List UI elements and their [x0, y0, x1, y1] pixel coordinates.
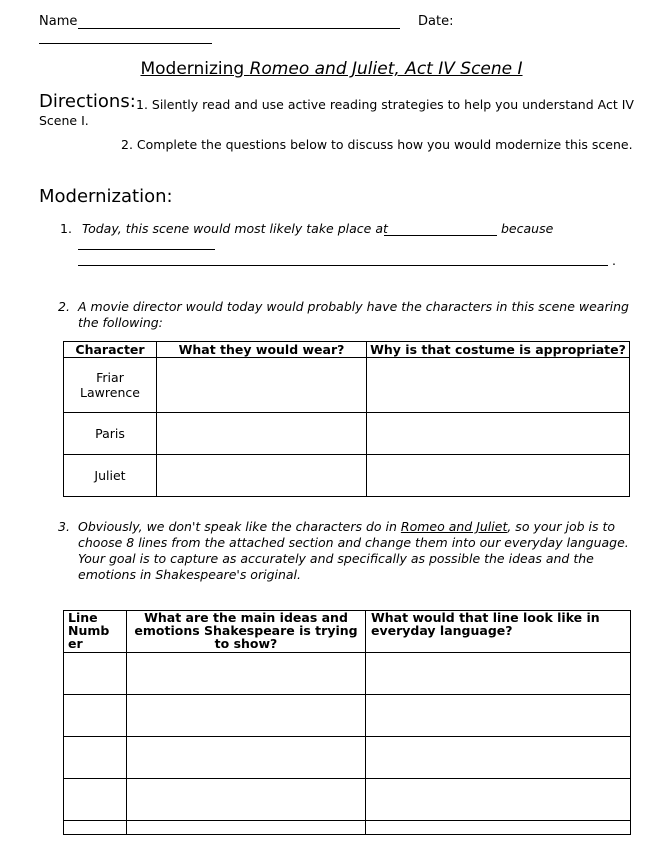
header-main-ideas — [127, 611, 366, 653]
q1-because: because — [501, 221, 554, 236]
wear-cell[interactable] — [157, 413, 367, 455]
header-line-number-2: Numb — [68, 623, 110, 638]
table-header-row — [64, 342, 630, 358]
main-ideas-cell[interactable] — [127, 737, 366, 779]
character-name: Friar — [96, 370, 124, 385]
character-cell: Paris — [64, 413, 157, 455]
q1-reason-field-2[interactable] — [78, 265, 608, 266]
wear-cell[interactable] — [157, 358, 367, 413]
q2-line-2: the following: — [78, 315, 163, 330]
wear-cell[interactable] — [157, 455, 367, 497]
everyday-cell[interactable] — [366, 737, 631, 779]
date-field[interactable] — [39, 43, 212, 44]
table-row — [64, 413, 630, 455]
direction-step-2: 2. Complete the questions below to discuss how you would modernize this scene. — [121, 137, 633, 152]
q3-line-1-b: , so your job is to — [507, 519, 616, 534]
q3-number: 3. — [58, 519, 70, 534]
modernization-heading: Modernization: — [39, 186, 173, 207]
header-character: Character — [64, 342, 157, 358]
title-italic: Romeo and Juliet, Act IV Scene I — [249, 59, 523, 79]
header-everyday-language-1: What would that line look like in — [371, 610, 600, 625]
costume-table — [63, 341, 630, 497]
everyday-cell[interactable] — [366, 779, 631, 821]
q3-line-1 — [78, 519, 615, 534]
q3-line-2: choose 8 lines from the attached section and change them into our everyday language. — [78, 535, 629, 550]
table-row — [64, 737, 631, 779]
page-title — [0, 59, 663, 79]
main-ideas-cell[interactable] — [127, 695, 366, 737]
line-number-cell[interactable] — [64, 653, 127, 695]
table-row — [64, 779, 631, 821]
why-cell[interactable] — [367, 455, 630, 497]
everyday-cell[interactable] — [366, 695, 631, 737]
why-cell[interactable] — [367, 358, 630, 413]
direction-step-1: 1. Silently read and use active reading strategies to help you understand Act IV — [136, 97, 634, 112]
header-line-number — [64, 611, 127, 653]
directions-heading: Directions: — [39, 91, 136, 112]
q1-period: . — [612, 253, 616, 268]
header-main-ideas-1: What are the main ideas and — [144, 610, 348, 625]
table-row — [64, 821, 631, 835]
name-label: Name — [39, 14, 78, 29]
translation-table — [63, 610, 631, 835]
everyday-cell[interactable] — [366, 821, 631, 835]
direction-step-1-cont: Scene I. — [39, 113, 89, 128]
date-label: Date: — [418, 14, 454, 29]
header-line-number-1: Line — [68, 610, 98, 625]
name-field[interactable] — [78, 28, 400, 29]
table-row — [64, 455, 630, 497]
header-everyday-language — [366, 611, 631, 653]
title-prefix: Modernizing — [140, 59, 250, 79]
header-main-ideas-2: emotions Shakespeare is trying — [134, 623, 358, 638]
q3-line-3: Your goal is to capture as accurately and specifically as possible the ideas and the — [78, 551, 594, 566]
q3-line-4: emotions in Shakespeare's original. — [78, 567, 302, 582]
character-name-cont: Lawrence — [80, 385, 140, 400]
character-cell: Juliet — [64, 455, 157, 497]
header-main-ideas-3: to show? — [214, 636, 278, 651]
q1-prompt: Today, this scene would most likely take place at — [82, 221, 388, 236]
header-everyday-language-2: everyday language? — [371, 623, 513, 638]
line-number-cell[interactable] — [64, 737, 127, 779]
q1-number: 1. — [60, 221, 72, 236]
header-wear: What they would wear? — [157, 342, 367, 358]
why-cell[interactable] — [367, 413, 630, 455]
q3-line-1-a: Obviously, we don't speak like the characters do in — [78, 519, 401, 534]
line-number-cell[interactable] — [64, 695, 127, 737]
everyday-cell[interactable] — [366, 653, 631, 695]
line-number-cell[interactable] — [64, 821, 127, 835]
character-cell — [64, 358, 157, 413]
line-number-cell[interactable] — [64, 779, 127, 821]
table-row — [64, 358, 630, 413]
q1-place-field[interactable] — [384, 235, 497, 236]
q1-reason-field-1[interactable] — [78, 249, 215, 250]
header-line-number-3: er — [68, 636, 83, 651]
main-ideas-cell[interactable] — [127, 653, 366, 695]
table-row — [64, 695, 631, 737]
q3-play-title: Romeo and Juliet — [400, 519, 508, 534]
table-header-row — [64, 611, 631, 653]
header-why: Why is that costume is appropriate? — [367, 342, 630, 358]
q2-number: 2. — [58, 299, 70, 314]
main-ideas-cell[interactable] — [127, 779, 366, 821]
q2-line-1: A movie director would today would probably have the characters in this scene wearing — [78, 299, 629, 314]
main-ideas-cell[interactable] — [127, 821, 366, 835]
table-row — [64, 653, 631, 695]
